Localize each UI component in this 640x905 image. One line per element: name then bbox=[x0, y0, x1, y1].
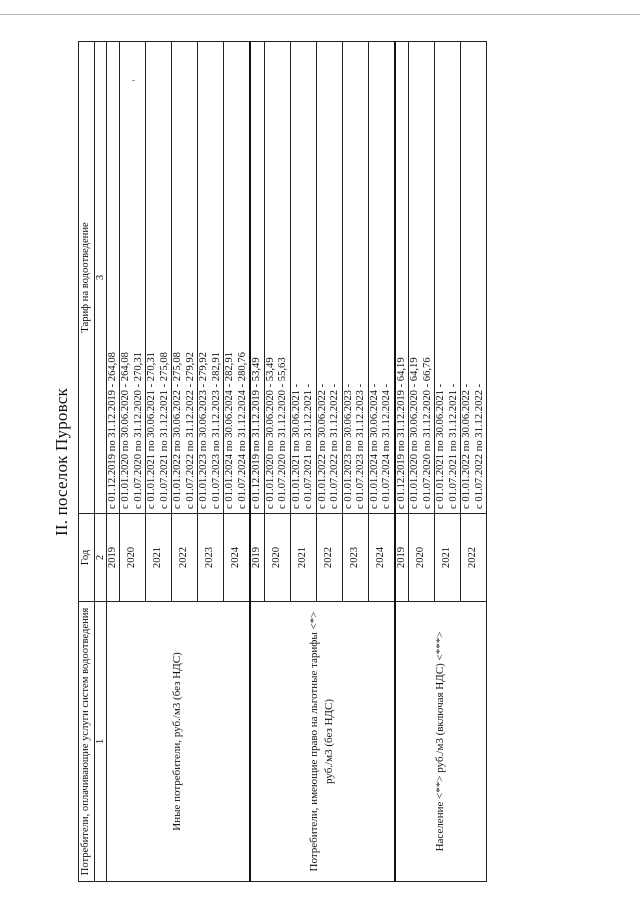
header-row bbox=[79, 42, 95, 882]
tariff-cell bbox=[368, 42, 395, 514]
tariff-cell bbox=[316, 42, 342, 514]
tariff-cell bbox=[250, 42, 264, 514]
page-top-rule bbox=[0, 14, 640, 15]
tariff-cell bbox=[395, 42, 409, 514]
column-number-row bbox=[94, 42, 106, 882]
year-cell: 2021 bbox=[290, 514, 316, 602]
tariff-period-line: с 01.07.2024 по 31.12.2024 - 280,76 bbox=[236, 352, 248, 509]
column-number: 3 bbox=[94, 42, 106, 514]
tariff-period-line: с 01.01.2023 по 30.06.2023 - 279,92 bbox=[198, 352, 209, 509]
consumer-category: Иные потребители, руб./м3 (без НДС) bbox=[106, 602, 250, 882]
tariff-period-line: с 01.01.2022 по 30.06.2022 - 275,08 bbox=[172, 352, 183, 509]
tariff-period-line: с 01.01.2021 по 30.06.2021 - 270,31 bbox=[146, 352, 157, 509]
table-body bbox=[106, 42, 487, 882]
header-consumers: Потребители, оплачивающие услуги систем водоотведения bbox=[79, 602, 95, 882]
section-title: II. поселок Пуровск bbox=[52, 388, 71, 536]
tariff-period-line: с 01.01.2021 по 30.06.2021 - bbox=[435, 383, 446, 509]
year-cell: 2020 bbox=[120, 514, 146, 602]
header-tariff: Тариф на водоотведение bbox=[79, 42, 95, 514]
year-cell: 2020 bbox=[409, 514, 435, 602]
year-cell: 2024 bbox=[368, 514, 395, 602]
rotated-document bbox=[48, 42, 608, 882]
year-cell: 2022 bbox=[172, 514, 198, 602]
year-cell: 2022 bbox=[316, 514, 342, 602]
tariff-cell bbox=[146, 42, 172, 514]
tariff-cell bbox=[409, 42, 435, 514]
tariff-period-line: с 01.07.2020 по 31.12.2020 - 270,31 bbox=[132, 352, 144, 509]
tariff-period-line: с 01.07.2020 по 31.12.2020 - 66,76 bbox=[421, 357, 433, 509]
year-cell: 2019 bbox=[106, 514, 120, 602]
year-cell: 2023 bbox=[198, 514, 224, 602]
tariff-period-line: с 01.07.2023 по 31.12.2023 - bbox=[355, 383, 366, 509]
column-number: 1 bbox=[94, 602, 106, 882]
tariff-period-line: с 01.07.2024 по 31.12.2024 - bbox=[381, 383, 392, 509]
tariff-period-line: с 01.01.2021 по 30.06.2021 - bbox=[290, 383, 302, 509]
tariff-period-line: с 01.07.2021 по 31.12.2021 - bbox=[447, 383, 459, 509]
tariff-period-line: с 01.12.2019 по 31.12.2019 - 264,08 bbox=[106, 352, 118, 509]
table-row bbox=[250, 42, 264, 882]
tariff-table bbox=[78, 41, 487, 882]
year-cell: 2024 bbox=[224, 514, 251, 602]
tariff-period-line: с 01.01.2020 по 30.06.2020 - 264,08 bbox=[120, 352, 131, 509]
tariff-period-line: с 01.01.2024 по 30.06.2024 - 282,91 bbox=[224, 352, 235, 509]
year-cell: 2021 bbox=[146, 514, 172, 602]
table-row bbox=[106, 42, 120, 882]
tariff-period-line: с 01.07.2020 по 31.12.2020 - 55,63 bbox=[277, 357, 288, 509]
tariff-period-line: с 01.01.2022 по 30.06.2022 - bbox=[316, 383, 328, 509]
tariff-period-line: с 01.07.2021 по 31.12.2021 - bbox=[303, 383, 314, 509]
tariff-cell bbox=[290, 42, 316, 514]
tariff-period-line: с 01.01.2022 по 30.06.2022 - bbox=[461, 383, 472, 509]
year-cell: 2021 bbox=[435, 514, 461, 602]
tariff-period-line: с 01.07.2023 по 31.12.2023 - 282,91 bbox=[210, 352, 222, 509]
tariff-cell bbox=[172, 42, 198, 514]
tariff-period-line: с 01.12.2019 по 31.12.2019 - 64,19 bbox=[395, 357, 407, 509]
tariff-cell bbox=[264, 42, 290, 514]
consumer-category: Потребители, имеющие право на льготные тарифы <*> руб./м3 (без НДС) bbox=[250, 602, 395, 882]
tariff-period-line: с 01.12.2019 по 31.12.2019 - 53,49 bbox=[251, 357, 262, 509]
header-year: Год bbox=[79, 514, 95, 602]
tariff-period-line: с 01.07.2022 по 31.12.2022 - bbox=[473, 383, 485, 509]
year-cell: 2019 bbox=[395, 514, 409, 602]
year-cell: 2022 bbox=[461, 514, 487, 602]
tariff-cell bbox=[120, 42, 146, 514]
consumer-category: Население <**> руб./м3 (включая НДС) <***> bbox=[395, 602, 487, 882]
tariff-cell bbox=[461, 42, 487, 514]
tariff-period-line: с 01.01.2020 по 30.06.2020 - 53,49 bbox=[264, 357, 276, 509]
tariff-cell bbox=[198, 42, 224, 514]
tariff-period-line: с 01.07.2022 по 31.12.2022 - bbox=[329, 383, 340, 509]
tariff-cell bbox=[342, 42, 368, 514]
year-cell: 2019 bbox=[250, 514, 264, 602]
tariff-cell bbox=[106, 42, 120, 514]
tariff-cell bbox=[435, 42, 461, 514]
year-cell: 2020 bbox=[264, 514, 290, 602]
tariff-period-line: с 01.01.2020 по 30.06.2020 - 64,19 bbox=[409, 357, 420, 509]
year-cell: 2023 bbox=[342, 514, 368, 602]
column-number: 2 bbox=[94, 514, 106, 602]
tariff-period-line: с 01.01.2023 по 30.06.2023 - bbox=[342, 383, 354, 509]
tariff-period-line: с 01.07.2022 по 31.12.2022 - 279,92 bbox=[184, 352, 196, 509]
tariff-cell bbox=[224, 42, 251, 514]
table-row bbox=[395, 42, 409, 882]
tariff-period-line: с 01.01.2024 по 30.06.2024 - bbox=[368, 383, 380, 509]
tariff-period-line: с 01.07.2021 по 31.12.2021 - 275,08 bbox=[158, 352, 170, 509]
